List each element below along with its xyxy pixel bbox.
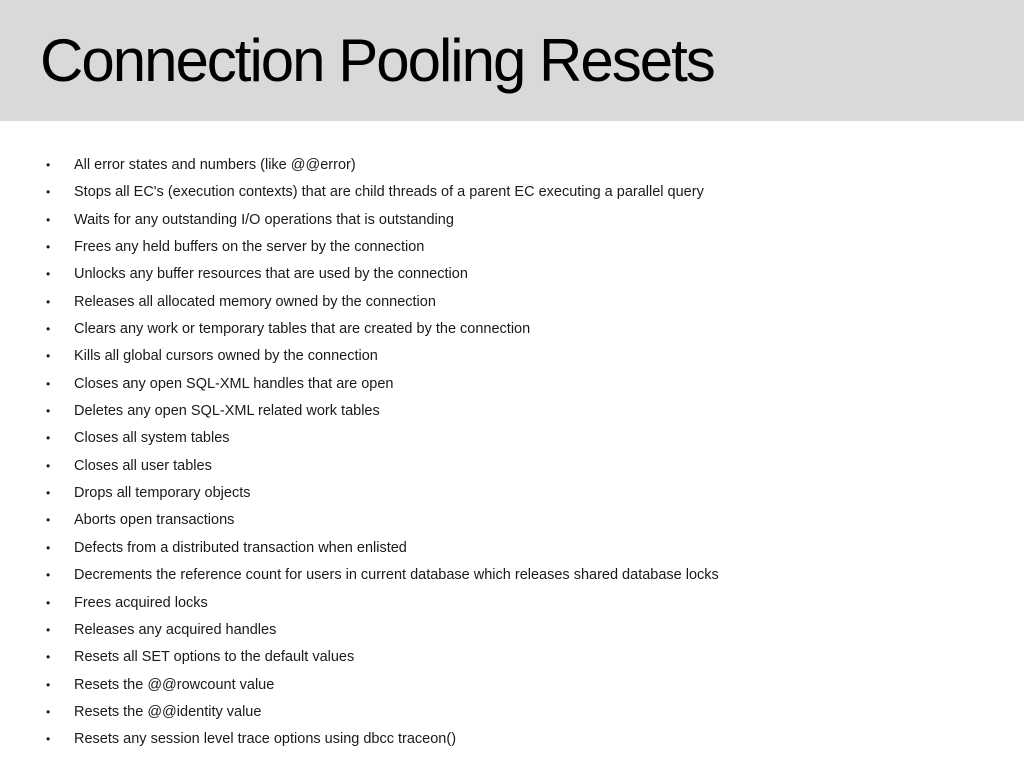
slide-title: Connection Pooling Resets (40, 27, 714, 94)
bullet-text: Kills all global cursors owned by the connection (74, 348, 378, 365)
bullet-item (0, 590, 1024, 617)
bullet-dot-icon: • (46, 622, 51, 637)
bullet-list (0, 152, 1024, 754)
bullet-dot-icon: • (46, 349, 51, 364)
bullet-dot-icon: • (46, 376, 51, 391)
bullet-text: All error states and numbers (like @@error) (74, 157, 356, 173)
bullet-text: Closes any open SQL-XML handles that are open (74, 375, 394, 392)
title-band (0, 0, 1024, 121)
bullet-dot-icon: • (46, 240, 51, 255)
bullet-item (0, 425, 1024, 452)
bullet-text: Aborts open transactions (74, 512, 235, 529)
bullet-dot-icon: • (46, 650, 51, 665)
bullet-dot-icon: • (46, 158, 51, 172)
bullet-text: Unlocks any buffer resources that are used by the connection (74, 266, 468, 283)
bullet-text: Releases all allocated memory owned by the connection (74, 293, 436, 310)
bullet-text: Defects from a distributed transaction when enlisted (74, 539, 407, 556)
bullet-dot-icon: • (46, 568, 51, 583)
bullet-dot-icon: • (46, 540, 51, 555)
bullet-dot-icon: • (46, 185, 51, 200)
bullet-text: Resets all SET options to the default values (74, 649, 355, 666)
bullet-item (0, 371, 1024, 398)
bullet-text: Waits for any outstanding I/O operations that is outstanding (74, 211, 454, 228)
bullet-item (0, 398, 1024, 425)
bullet-item (0, 535, 1024, 562)
bullet-item (0, 672, 1024, 699)
bullet-text: Deletes any open SQL-XML related work tables (74, 403, 380, 420)
bullet-dot-icon: • (46, 704, 51, 719)
bullet-item (0, 289, 1024, 316)
bullet-text: Decrements the reference count for users in current database which releases shared database locks (74, 567, 719, 584)
bullet-item (0, 179, 1024, 206)
bullet-item (0, 726, 1024, 753)
bullet-dot-icon: • (46, 732, 51, 747)
bullet-dot-icon: • (46, 267, 51, 282)
bullet-text: Resets any session level trace options using dbcc traceon() (74, 731, 457, 748)
bullet-text: Resets the @@rowcount value (74, 676, 275, 693)
bullet-item (0, 207, 1024, 234)
bullet-text: Frees any held buffers on the server by the connection (74, 239, 425, 256)
bullet-dot-icon: • (46, 294, 51, 309)
bullet-text: Releases any acquired handles (74, 621, 277, 638)
bullet-item (0, 152, 1024, 179)
bullet-item (0, 699, 1024, 726)
bullet-item (0, 507, 1024, 534)
bullet-text: Resets the @@identity value (74, 703, 262, 720)
bullet-item (0, 234, 1024, 261)
bullet-dot-icon: • (46, 513, 51, 528)
bullet-text: Drops all temporary objects (74, 485, 251, 502)
bullet-dot-icon: • (46, 212, 51, 227)
bullet-dot-icon: • (46, 404, 51, 419)
bullet-item (0, 316, 1024, 343)
bullet-dot-icon: • (46, 486, 51, 501)
bullet-dot-icon: • (46, 322, 51, 337)
bullet-text: Frees acquired locks (74, 594, 208, 611)
bullet-item (0, 644, 1024, 671)
bullet-dot-icon: • (46, 677, 51, 692)
bullet-dot-icon: • (46, 431, 51, 446)
bullet-item (0, 343, 1024, 370)
bullet-dot-icon: • (46, 458, 51, 473)
bullet-text: Closes all user tables (74, 457, 212, 474)
bullet-item (0, 480, 1024, 507)
bullet-item (0, 453, 1024, 480)
bullet-text: Clears any work or temporary tables that are created by the connection (74, 321, 531, 338)
bullet-text: Closes all system tables (74, 430, 230, 447)
bullet-item (0, 617, 1024, 644)
bullet-item (0, 261, 1024, 288)
bullet-text: Stops all EC's (execution contexts) that are child threads of a parent EC executing a parallel query (74, 184, 704, 201)
bullet-item (0, 562, 1024, 589)
bullet-dot-icon: • (46, 595, 51, 610)
